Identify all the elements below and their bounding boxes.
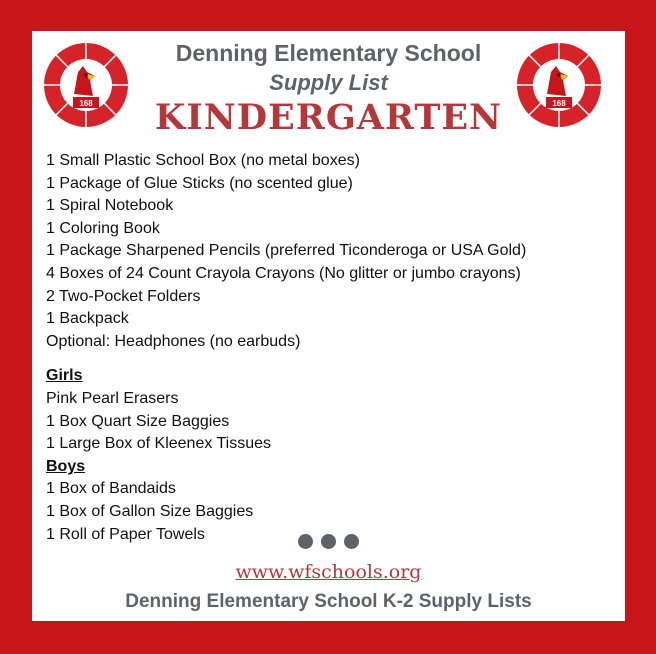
grade-heading: KINDERGARTEN — [154, 97, 503, 138]
dot-icon — [321, 534, 336, 549]
boys-heading: Boys — [46, 457, 86, 475]
list-item: Optional: Headphones (no earbuds) — [46, 332, 301, 350]
girls-heading: Girls — [46, 367, 83, 385]
list-item: 1 Package Sharpened Pencils (preferred Ticonderoga or USA Gold) — [46, 242, 527, 260]
supply-list-subtitle: Supply List — [269, 70, 388, 95]
dot-icon — [344, 534, 359, 549]
list-item: 2 Two-Pocket Folders — [46, 287, 201, 305]
ellipsis-divider — [298, 534, 359, 549]
list-item: 1 Box Quart Size Baggies — [46, 412, 230, 430]
logo-right-text: 168 — [552, 99, 566, 108]
list-item: 1 Large Box of Kleenex Tissues — [46, 435, 272, 453]
list-item: 4 Boxes of 24 Count Crayola Crayons (No glitter or jumbo crayons) — [46, 264, 521, 282]
supply-list-card — [32, 31, 625, 621]
list-item: 1 Coloring Book — [46, 219, 160, 237]
list-item: 1 Backpack — [46, 310, 129, 328]
list-item: 1 Roll of Paper Towels — [46, 525, 205, 543]
school-name-title: Denning Elementary School — [175, 40, 482, 66]
list-item: 1 Box of Gallon Size Baggies — [46, 502, 254, 520]
footer-caption: Denning Elementary School K-2 Supply Lists — [125, 591, 532, 612]
list-item: 1 Package of Glue Sticks (no scented glue) — [46, 174, 353, 192]
list-item: 1 Spiral Notebook — [46, 197, 174, 215]
supply-list — [46, 150, 526, 546]
section-gap — [46, 353, 526, 365]
logo-left-text: 168 — [79, 99, 93, 108]
list-item: 1 Box of Bandaids — [46, 480, 176, 498]
list-item: 1 Small Plastic School Box (no metal boxes) — [46, 152, 360, 169]
dot-icon — [298, 534, 313, 549]
website-link[interactable]: www.wfschools.org — [235, 561, 422, 583]
list-item: Pink Pearl Erasers — [46, 389, 179, 407]
